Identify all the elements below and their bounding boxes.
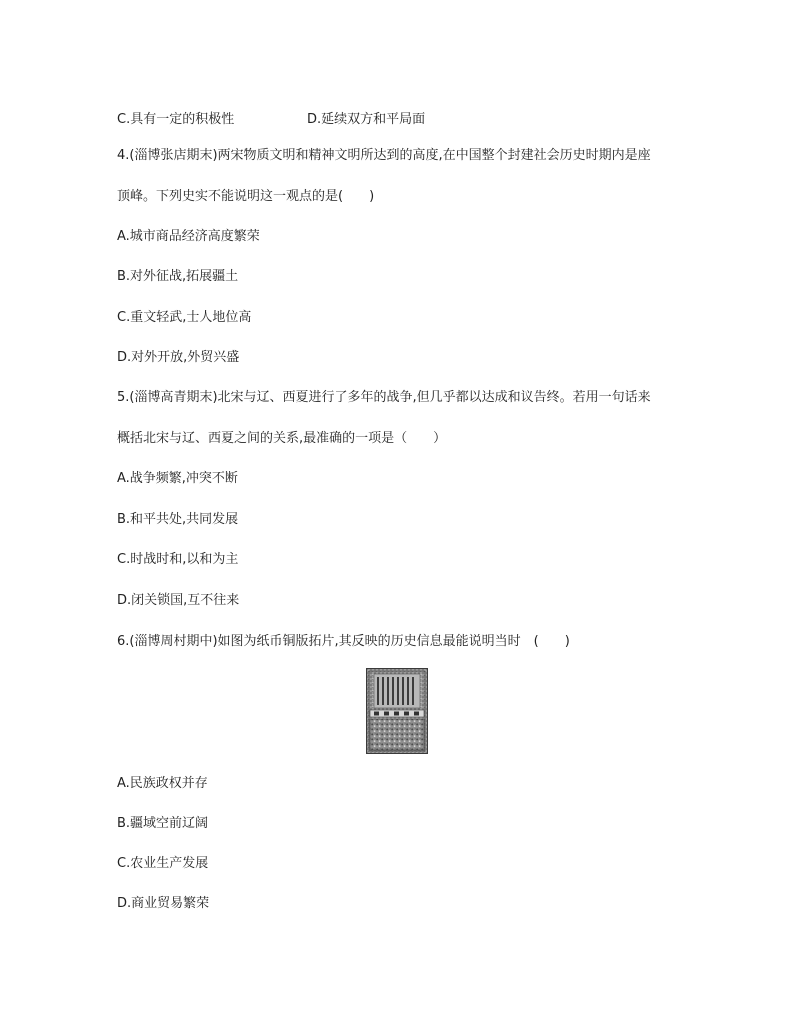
q4-stem-line2: 顶峰。下列史实不能说明这一观点的是( ) [117, 189, 375, 204]
q6-option-a: A.民族政权并存 [117, 776, 208, 791]
q3-options-row [117, 108, 717, 127]
q5-option-a: A.战争频繁,冲突不断 [117, 471, 238, 486]
q5-option-b: B.和平共处,共同发展 [117, 512, 239, 527]
q3-option-c: C.具有一定的积极性 [117, 112, 235, 127]
q4-stem-line1: 4.(淄博张店期末)两宋物质文明和精神文明所达到的高度,在中国整个封建社会历史时期内是座 [117, 148, 651, 163]
q4-option-c: C.重文轻武,士人地位高 [117, 310, 252, 325]
q6-option-d: D.商业贸易繁荣 [117, 896, 210, 911]
q4-option-a: A.城市商品经济高度繁荣 [117, 229, 260, 244]
q5-option-d: D.闭关锁国,互不往来 [117, 593, 240, 608]
q5-stem-line1: 5.(淄博高青期末)北宋与辽、西夏进行了多年的战争,但几乎都以达成和议告终。若用一句话来 [117, 390, 651, 405]
q5-stem-line2: 概括北宋与辽、西夏之间的关系,最准确的一项是（ ） [117, 431, 447, 446]
q6-option-c: C.农业生产发展 [117, 856, 209, 871]
q6-stem: 6.(淄博周村期中)如图为纸币铜版拓片,其反映的历史信息最能说明当时 ( ) [117, 634, 570, 649]
q4-option-b: B.对外征战,拓展疆土 [117, 269, 239, 284]
q6-option-b: B.疆域空前辽阔 [117, 816, 209, 831]
paper-money-plate-rubbing [366, 668, 428, 754]
q5-option-c: C.时战时和,以和为主 [117, 552, 239, 567]
q3-option-d: D.延续双方和平局面 [307, 112, 426, 127]
q4-option-d: D.对外开放,外贸兴盛 [117, 350, 240, 365]
